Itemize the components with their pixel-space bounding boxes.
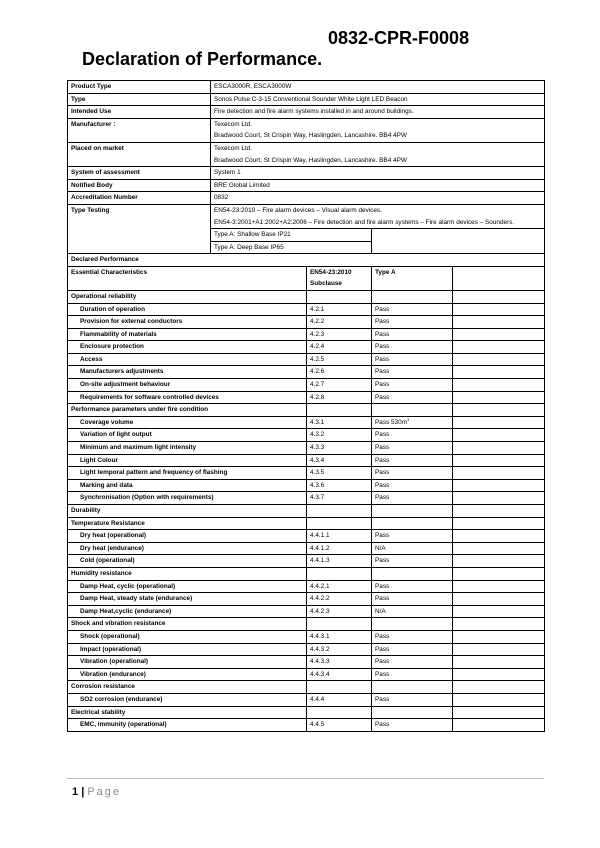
table-row bbox=[68, 555, 545, 568]
characteristic-name: Vibration (operational) bbox=[68, 656, 307, 669]
subclause-cell: 4.3.4 bbox=[307, 454, 372, 467]
characteristic-name: Duration of operation bbox=[68, 303, 307, 316]
result-text: Pass bbox=[375, 431, 390, 439]
subclause-cell: 4.3.2 bbox=[307, 429, 372, 442]
characteristic-name: Minimum and maximum light intensity bbox=[68, 442, 307, 455]
result-text: Pass bbox=[375, 695, 390, 703]
characteristic-name: Damp Heat, steady state (endurance) bbox=[68, 593, 307, 606]
subclause-cell: 4.2.2 bbox=[307, 316, 372, 329]
info-label: Type bbox=[68, 93, 211, 106]
subclause-cell: 4.4.1.1 bbox=[307, 530, 372, 543]
characteristic-name: EMC, immunity (operational) bbox=[68, 719, 307, 732]
info-label: Placed on market bbox=[68, 142, 211, 166]
result-cell bbox=[372, 454, 453, 467]
info-label: Intended Use bbox=[68, 106, 211, 119]
result-text: Pass bbox=[375, 381, 390, 389]
subclause-cell: 4.4.3.4 bbox=[307, 668, 372, 681]
result-text: Pass bbox=[375, 557, 390, 565]
info-value: EN54-23:2010 – Fire alarm devices – Visual alarm devices. bbox=[211, 204, 545, 216]
characteristic-name: Synchronisation (Option with requirements) bbox=[68, 492, 307, 505]
document-title: Declaration of Performance. bbox=[82, 49, 323, 69]
info-value: Texecom Ltd. bbox=[211, 142, 545, 154]
result-cell bbox=[372, 316, 453, 329]
subclause-cell: 4.4.1.2 bbox=[307, 542, 372, 555]
subclause-cell: 4.3.3 bbox=[307, 442, 372, 455]
table-row bbox=[68, 668, 545, 681]
result-text: Pass bbox=[375, 721, 390, 729]
characteristic-name: Provision for external conductors bbox=[68, 316, 307, 329]
info-label: System of assessment bbox=[68, 167, 211, 180]
table-row bbox=[68, 643, 545, 656]
result-text: Pass bbox=[375, 532, 390, 540]
result-superscript: 3 bbox=[406, 416, 410, 422]
result-text: Pass bbox=[375, 318, 390, 326]
info-row bbox=[68, 93, 545, 106]
characteristic-name: SO2 corrosion (endurance) bbox=[68, 693, 307, 706]
result-text: Pass bbox=[375, 469, 390, 477]
result-text: Pass bbox=[375, 330, 390, 338]
table-row bbox=[68, 656, 545, 669]
info-label: Type Testing bbox=[68, 204, 211, 253]
subclause-cell: 4.3.1 bbox=[307, 416, 372, 429]
table-row bbox=[68, 693, 545, 706]
result-cell bbox=[372, 479, 453, 492]
table-row bbox=[68, 328, 545, 341]
result-cell bbox=[372, 555, 453, 568]
result-cell bbox=[372, 668, 453, 681]
info-value: Sonos Pulse C-3-15 Conventional Sounder White Light LED Beacon bbox=[211, 93, 545, 106]
subclause-cell: 4.2.7 bbox=[307, 379, 372, 392]
table-row bbox=[68, 303, 545, 316]
table-row bbox=[68, 416, 545, 429]
section-row bbox=[68, 404, 545, 417]
result-text: Pass bbox=[375, 481, 390, 489]
subclause-cell: 4.2.8 bbox=[307, 391, 372, 404]
column-header-characteristics: Essential Characteristics bbox=[68, 266, 307, 290]
declared-performance-label: Declared Performance bbox=[68, 254, 545, 267]
result-cell bbox=[372, 719, 453, 732]
subclause-cell: 4.4.2.1 bbox=[307, 580, 372, 593]
table-row bbox=[68, 580, 545, 593]
result-text: Pass bbox=[375, 582, 390, 590]
result-text: Pass bbox=[375, 670, 390, 678]
section-row bbox=[68, 681, 545, 694]
column-header-subclause: EN54-23:2010 Subclause bbox=[307, 266, 372, 290]
result-cell bbox=[372, 693, 453, 706]
result-text: N/A bbox=[375, 544, 386, 552]
section-label: Operational reliability bbox=[68, 290, 307, 303]
info-row bbox=[68, 142, 545, 154]
page-footer bbox=[72, 786, 121, 798]
info-row bbox=[68, 179, 545, 192]
info-value: ESCA3000R, ESCA3000W bbox=[211, 81, 545, 94]
section-label: Corrosion resistance bbox=[68, 681, 307, 694]
table-row bbox=[68, 366, 545, 379]
document-code: 0832-CPR-F0008 bbox=[328, 28, 470, 48]
characteristic-name: On-site adjustment behaviour bbox=[68, 379, 307, 392]
info-row bbox=[68, 118, 545, 130]
result-cell bbox=[372, 593, 453, 606]
section-row bbox=[68, 517, 545, 530]
result-cell bbox=[372, 492, 453, 505]
result-cell bbox=[372, 630, 453, 643]
table-row bbox=[68, 442, 545, 455]
characteristic-name: Manufacturers adjustments bbox=[68, 366, 307, 379]
result-text: Pass bbox=[375, 355, 390, 363]
subclause-cell: 4.4.5 bbox=[307, 719, 372, 732]
table-row bbox=[68, 379, 545, 392]
info-label: Manufacturer : bbox=[68, 118, 211, 142]
info-value: Bradwood Court, St Crispin Way, Haslingden, Lancashire. BB4 4PW bbox=[211, 130, 545, 142]
table-row bbox=[68, 593, 545, 606]
characteristic-name: Access bbox=[68, 353, 307, 366]
result-cell bbox=[372, 429, 453, 442]
result-text: Pass bbox=[375, 456, 390, 464]
characteristic-name: Dry heat (operational) bbox=[68, 530, 307, 543]
characteristic-name: Vibration (endurance) bbox=[68, 668, 307, 681]
info-row bbox=[68, 192, 545, 205]
result-text: Pass 530m bbox=[375, 418, 407, 426]
table-row bbox=[68, 316, 545, 329]
section-label: Durability bbox=[68, 505, 307, 518]
table-row bbox=[68, 467, 545, 480]
result-cell bbox=[372, 341, 453, 354]
result-text: N/A bbox=[375, 607, 386, 615]
result-cell bbox=[372, 605, 453, 618]
info-value: EN54-3:2001+A1:2002+A2:2006 – Fire detection and fire alarm systems – Fire alarm devices – Sounders. bbox=[211, 217, 545, 229]
table-row bbox=[68, 542, 545, 555]
characteristic-name: Cold (operational) bbox=[68, 555, 307, 568]
result-cell bbox=[372, 467, 453, 480]
characteristic-name: Dry heat (endurance) bbox=[68, 542, 307, 555]
info-row bbox=[68, 167, 545, 180]
result-text: Pass bbox=[375, 444, 390, 452]
characteristic-name: Impact (operational) bbox=[68, 643, 307, 656]
info-value: 0832 bbox=[211, 192, 545, 205]
footer-separator: | bbox=[81, 786, 85, 798]
subclause-cell: 4.3.7 bbox=[307, 492, 372, 505]
table-row bbox=[68, 479, 545, 492]
info-value: Texecom Ltd. bbox=[211, 118, 545, 130]
section-label: Temperature Resistance bbox=[68, 517, 307, 530]
info-value: BRE Global Limited bbox=[211, 179, 545, 192]
info-row bbox=[68, 81, 545, 94]
result-cell bbox=[372, 379, 453, 392]
result-text: Pass bbox=[375, 645, 390, 653]
subclause-cell: 4.3.5 bbox=[307, 467, 372, 480]
subclause-cell: 4.2.1 bbox=[307, 303, 372, 316]
characteristic-name: Coverage volume bbox=[68, 416, 307, 429]
characteristic-name: Shock (operational) bbox=[68, 630, 307, 643]
info-value: Bradwood Court, St Crispin Way, Haslingden, Lancashire. BB4 4PW bbox=[211, 155, 545, 167]
footer-rule bbox=[67, 778, 544, 779]
result-text: Pass bbox=[375, 305, 390, 313]
subclause-cell: 4.2.4 bbox=[307, 341, 372, 354]
result-text: Pass bbox=[375, 658, 390, 666]
table-row bbox=[68, 353, 545, 366]
result-text: Pass bbox=[375, 368, 390, 376]
info-value: Type A: Deep Base IP65 bbox=[211, 241, 372, 254]
characteristic-name: Damp Heat,cyclic (endurance) bbox=[68, 605, 307, 618]
result-cell bbox=[372, 353, 453, 366]
section-row bbox=[68, 567, 545, 580]
result-cell bbox=[372, 656, 453, 669]
subclause-cell: 4.4.4 bbox=[307, 693, 372, 706]
subclause-cell: 4.2.6 bbox=[307, 366, 372, 379]
table-row bbox=[68, 341, 545, 354]
section-row bbox=[68, 505, 545, 518]
result-text: Pass bbox=[375, 494, 390, 502]
info-label: Accreditation Number bbox=[68, 192, 211, 205]
table-row bbox=[68, 530, 545, 543]
table-row bbox=[68, 492, 545, 505]
characteristic-name: Requirements for software controlled devices bbox=[68, 391, 307, 404]
characteristic-name: Light Colour bbox=[68, 454, 307, 467]
subclause-cell: 4.2.3 bbox=[307, 328, 372, 341]
subclause-cell: 4.4.2.2 bbox=[307, 593, 372, 606]
section-label: Electrical stability bbox=[68, 706, 307, 719]
page-number: 1 bbox=[72, 786, 79, 798]
subclause-cell: 4.4.3.1 bbox=[307, 630, 372, 643]
section-label: Shock and vibration resistance bbox=[68, 618, 307, 631]
table-row bbox=[68, 429, 545, 442]
result-text: Pass bbox=[375, 393, 390, 401]
subclause-cell: 4.2.5 bbox=[307, 353, 372, 366]
table-row bbox=[68, 454, 545, 467]
table-row bbox=[68, 630, 545, 643]
column-header-row bbox=[68, 266, 545, 290]
result-cell bbox=[372, 391, 453, 404]
section-row bbox=[68, 706, 545, 719]
characteristic-name: Variation of light output bbox=[68, 429, 307, 442]
result-text: Pass bbox=[375, 343, 390, 351]
result-text: Pass bbox=[375, 595, 390, 603]
declaration-table bbox=[67, 80, 545, 732]
subclause-cell: 4.4.1.3 bbox=[307, 555, 372, 568]
section-row bbox=[68, 618, 545, 631]
characteristic-name: Damp Heat, cyclic (operational) bbox=[68, 580, 307, 593]
characteristic-name: Flammability of materials bbox=[68, 328, 307, 341]
page-label: Page bbox=[87, 786, 122, 798]
info-value: Type A: Shallow Base IP21 bbox=[211, 229, 372, 242]
info-value: System 1 bbox=[211, 167, 545, 180]
result-cell bbox=[372, 366, 453, 379]
section-row bbox=[68, 290, 545, 303]
result-cell bbox=[372, 303, 453, 316]
info-value: Fire detection and fire alarm systems installed in and around buildings. bbox=[211, 106, 545, 119]
info-row bbox=[68, 204, 545, 216]
table-row bbox=[68, 391, 545, 404]
result-cell bbox=[372, 328, 453, 341]
subclause-cell: 4.4.3.3 bbox=[307, 656, 372, 669]
section-label: Performance parameters under fire condition bbox=[68, 404, 307, 417]
column-header-type-a: Type A bbox=[372, 266, 453, 290]
table-row bbox=[68, 605, 545, 618]
result-cell bbox=[372, 542, 453, 555]
result-cell bbox=[372, 416, 453, 429]
info-label: Product Type bbox=[68, 81, 211, 94]
subclause-cell: 4.4.3.2 bbox=[307, 643, 372, 656]
characteristic-name: Enclosure protection bbox=[68, 341, 307, 354]
characteristic-name: Light temporal pattern and frequency of flashing bbox=[68, 467, 307, 480]
info-row bbox=[68, 106, 545, 119]
declared-performance-row bbox=[68, 254, 545, 267]
section-label: Humidity resistance bbox=[68, 567, 307, 580]
result-cell bbox=[372, 580, 453, 593]
characteristic-name: Marking and data bbox=[68, 479, 307, 492]
result-text: Pass bbox=[375, 632, 390, 640]
subclause-cell: 4.3.6 bbox=[307, 479, 372, 492]
info-label: Notified Body bbox=[68, 179, 211, 192]
subclause-cell: 4.4.2.3 bbox=[307, 605, 372, 618]
result-cell bbox=[372, 442, 453, 455]
result-cell bbox=[372, 530, 453, 543]
result-cell bbox=[372, 643, 453, 656]
table-row bbox=[68, 719, 545, 732]
